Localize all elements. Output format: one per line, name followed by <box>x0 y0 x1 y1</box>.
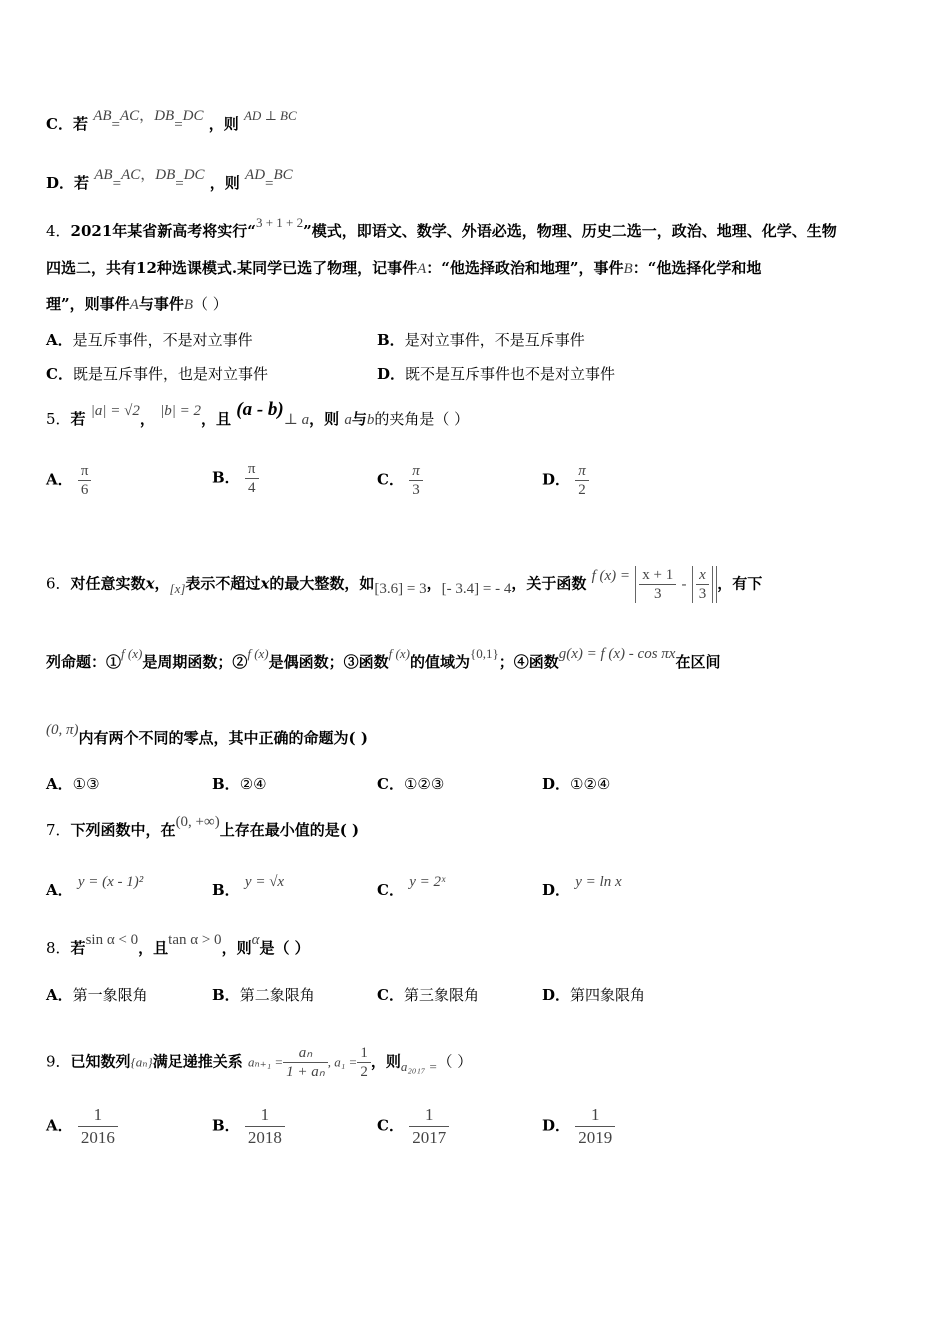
numerator: x + 1 <box>642 567 674 583</box>
text: 与 <box>351 410 367 428</box>
text: 与事件 <box>138 295 184 313</box>
text: 若 <box>70 939 86 957</box>
math: f (x) <box>121 646 143 661</box>
math: AC <box>121 167 141 183</box>
option-label: B． <box>377 331 405 349</box>
text: 理”，则事件 <box>46 295 130 313</box>
math: ， <box>139 108 155 124</box>
q9-stem <box>46 1044 472 1081</box>
math: [3.6] = 3 <box>374 580 427 597</box>
question-number: 8． <box>46 939 71 957</box>
math: - <box>681 576 687 593</box>
q5-option-d <box>542 462 589 499</box>
option-text: 第二象限角 <box>239 986 315 1004</box>
math: 3 + 1 + 2 <box>255 215 304 230</box>
numerator: 1 <box>93 1105 103 1124</box>
fraction <box>357 1044 371 1081</box>
q6-stem-line1 <box>46 566 762 603</box>
q5-option-b <box>212 460 259 497</box>
math: DC <box>183 167 205 183</box>
text: 内有两个不同的零点，其中正确的命题为( ) <box>78 729 368 747</box>
option-label: C． <box>46 365 73 383</box>
q9-option-c <box>377 1104 449 1149</box>
q6-option-d <box>542 774 610 794</box>
fraction <box>78 462 92 499</box>
q8-option-b <box>212 985 315 1005</box>
text: （ ） <box>437 1052 473 1071</box>
text: ， <box>139 410 155 428</box>
option-label: D． <box>542 1116 571 1135</box>
q6-stem-line3 <box>46 722 368 749</box>
option-text: ①②③ <box>403 775 445 793</box>
option-label: A． <box>46 331 73 349</box>
denominator: 3 <box>409 480 423 499</box>
option-text: ①③ <box>72 775 100 793</box>
q7-option-c <box>377 874 446 901</box>
text: ，则 <box>209 174 240 192</box>
option-label: C． <box>377 986 404 1004</box>
math: |a| = √2 <box>90 403 140 419</box>
q7-option-a <box>46 874 144 901</box>
math: A <box>129 297 139 313</box>
numerator: x <box>699 567 706 583</box>
math: = <box>265 176 274 192</box>
text: 列命题：① <box>46 653 122 671</box>
q6-option-b <box>212 774 267 794</box>
math: y = ln x <box>575 874 622 890</box>
q6-stem-line2 <box>46 646 721 673</box>
math: aₙ₊₁ = <box>247 1054 284 1070</box>
option-label: C． <box>46 115 73 133</box>
option-text: 既不是互斥事件也不是对立事件 <box>405 365 616 383</box>
question-number: 6． <box>46 574 71 593</box>
text: 表示不超过 <box>185 574 261 593</box>
denominator: 3 <box>639 584 676 603</box>
denominator: 4 <box>245 478 259 497</box>
question-number: 4． <box>46 222 71 240</box>
text: 若 <box>72 115 88 133</box>
option-label: A． <box>46 986 73 1004</box>
numerator: aₙ <box>298 1045 313 1061</box>
text: ；④函数 <box>498 653 559 671</box>
option-label: D． <box>542 775 571 793</box>
q5-stem <box>46 399 470 430</box>
math: {0,1} <box>469 646 499 661</box>
text: 的最大整数，如 <box>269 574 375 593</box>
math: a₂₀₁₇ = <box>400 1058 438 1074</box>
text: ，则 <box>370 1052 401 1071</box>
text: ，且 <box>201 410 232 428</box>
q6-option-c <box>377 774 444 794</box>
option-label: C． <box>377 881 404 899</box>
math: AC <box>120 108 140 124</box>
option-label: B． <box>212 1116 240 1135</box>
math: g(x) = f (x) - cos πx <box>558 646 676 662</box>
denominator: 1 + aₙ <box>283 1062 328 1081</box>
fraction <box>409 1104 449 1149</box>
text: 满足递推关系 <box>152 1052 243 1071</box>
math: ， <box>140 167 156 183</box>
fraction <box>283 1044 328 1081</box>
q6-option-a <box>46 774 100 794</box>
text: ，且 <box>138 939 169 957</box>
option-label: C． <box>377 470 404 489</box>
denominator: 2017 <box>409 1126 449 1149</box>
math: sin α < 0 <box>85 932 139 948</box>
math: x <box>145 574 155 593</box>
denominator: 6 <box>78 480 92 499</box>
option-label: B． <box>212 468 240 487</box>
option-text: 既是互斥事件，也是对立事件 <box>72 365 268 383</box>
fraction <box>245 460 259 497</box>
denominator: 2016 <box>78 1126 118 1149</box>
text: （ ） <box>193 295 228 313</box>
fraction <box>78 1104 118 1149</box>
text: ”模式，即语文、数学、外语必选，物理、历史二选一，政治、地理、化学、生物 <box>303 222 837 240</box>
text: 是周期函数；② <box>142 653 248 671</box>
option-label: C． <box>377 775 404 793</box>
option-label: D． <box>377 365 406 383</box>
math: AD <box>245 167 266 183</box>
option-text: 是互斥事件，不是对立事件 <box>72 331 253 349</box>
numerator: 1 <box>424 1105 434 1124</box>
math: DB <box>155 167 176 183</box>
math: tan α > 0 <box>168 932 222 948</box>
text: 在区间 <box>675 653 721 671</box>
question-number: 7． <box>46 821 71 839</box>
math: a <box>344 412 352 428</box>
numerator: π <box>578 463 586 479</box>
option-label: B． <box>212 986 240 1004</box>
math: = <box>112 176 122 192</box>
q4-option-d <box>377 364 615 384</box>
text: 已知数列 <box>70 1052 131 1071</box>
denominator: 2 <box>357 1062 371 1081</box>
math: [- 3.4] = - 4 <box>441 580 512 597</box>
option-label: A． <box>46 881 73 899</box>
text: ，则 <box>309 410 340 428</box>
text: ，则 <box>208 115 239 133</box>
math: y = (x - 1)² <box>77 874 144 890</box>
option-label: D． <box>46 174 75 192</box>
math: (a - b) <box>236 399 284 420</box>
q5-option-c <box>377 462 423 499</box>
q7-option-b <box>212 874 285 901</box>
numerator: π <box>412 463 420 479</box>
text: 若 <box>74 174 90 192</box>
math: |b| = 2 <box>160 403 202 419</box>
text: ：“他选择化学和地 <box>632 259 762 277</box>
option-label: B． <box>212 881 240 899</box>
text: ：“他选择政治和地理”，事件 <box>426 259 624 277</box>
text: 的夹角是（ ） <box>374 410 470 428</box>
question-number: 5． <box>46 410 71 428</box>
math: [x] <box>169 580 186 596</box>
math: b <box>366 412 375 428</box>
fraction <box>245 1104 285 1149</box>
denominator: 2 <box>575 480 589 499</box>
q8-stem <box>46 932 310 959</box>
math: BC <box>273 167 293 183</box>
q9-option-d <box>542 1104 615 1149</box>
text: 2021年某省新高考将实行“ <box>70 222 256 240</box>
math: (0, π) <box>46 722 79 738</box>
fraction <box>575 1104 615 1149</box>
text: ， <box>426 574 442 593</box>
text: 对任意实数 <box>70 574 146 593</box>
text: 是偶函数；③函数 <box>268 653 389 671</box>
option-text: 第三象限角 <box>403 986 479 1004</box>
math: y = √x <box>244 874 285 890</box>
math: AD ⊥ BC <box>243 108 297 123</box>
math: = <box>175 176 184 192</box>
math: ⊥ a <box>283 412 310 428</box>
denominator: 2018 <box>245 1126 285 1149</box>
q7-stem <box>46 814 360 841</box>
question-number: 9． <box>46 1052 71 1071</box>
numerator: 1 <box>591 1105 600 1124</box>
fraction <box>409 462 423 499</box>
option-text: ①②④ <box>570 775 611 793</box>
option-label: C． <box>377 1116 404 1135</box>
q8-option-d <box>542 985 645 1005</box>
math: f (x) <box>247 646 269 661</box>
numerator: π <box>80 463 89 479</box>
text: 下列函数中，在 <box>70 821 176 839</box>
numerator: 1 <box>260 1105 270 1124</box>
text: 的值域为 <box>409 653 470 671</box>
fraction <box>639 566 676 603</box>
math: AB <box>93 108 112 124</box>
option-label: A． <box>46 1116 73 1135</box>
math: α <box>251 932 260 948</box>
math: f (x) <box>388 646 410 661</box>
math: B <box>623 261 633 277</box>
math: f (x) = <box>591 567 631 584</box>
q4-stem-line2 <box>46 258 761 279</box>
math: , a₁ = <box>327 1054 358 1070</box>
text: 四选二，共有12种选课模式.某同学已选了物理，记事件 <box>46 259 418 277</box>
denominator: 2019 <box>575 1126 615 1149</box>
q9-option-a <box>46 1104 118 1149</box>
math: y = 2ˣ <box>409 874 446 890</box>
floor-bracket <box>635 566 717 603</box>
option-text: ②④ <box>239 775 267 793</box>
math: DB <box>154 108 175 124</box>
fraction <box>575 462 589 499</box>
math: = <box>174 117 183 133</box>
q4-stem-line3 <box>46 294 228 315</box>
q4-stem-line1 <box>46 215 837 242</box>
option-text: 第一象限角 <box>72 986 148 1004</box>
option-label: D． <box>542 881 571 899</box>
text: ， <box>154 574 170 593</box>
math: (0, +∞) <box>175 814 220 830</box>
math: B <box>183 297 193 313</box>
q3-option-c <box>46 108 297 135</box>
text: 若 <box>70 410 86 428</box>
numerator: 1 <box>360 1045 368 1061</box>
option-label: D． <box>542 470 571 489</box>
option-label: B． <box>212 775 240 793</box>
option-label: A． <box>46 470 73 489</box>
q4-option-b <box>377 330 585 350</box>
floor-bracket <box>692 566 714 603</box>
q8-option-c <box>377 985 479 1005</box>
text: ，有下 <box>717 574 763 593</box>
math: AB <box>94 167 113 183</box>
text: ，关于函数 <box>511 574 587 593</box>
math: = <box>111 117 120 133</box>
math: x <box>260 574 270 593</box>
math: DC <box>182 108 204 124</box>
q3-option-d <box>46 167 293 194</box>
text: 是（ ） <box>259 939 310 957</box>
option-text: 第四象限角 <box>570 986 646 1004</box>
option-label: A． <box>46 775 73 793</box>
fraction <box>696 566 710 603</box>
denominator: 3 <box>696 584 710 603</box>
option-text: 是对立事件，不是互斥事件 <box>404 331 585 349</box>
q5-option-a <box>46 462 91 499</box>
math: {aₙ} <box>130 1054 153 1070</box>
q8-option-a <box>46 985 148 1005</box>
q4-option-c <box>46 364 268 384</box>
q4-option-a <box>46 330 253 350</box>
q9-option-b <box>212 1104 285 1149</box>
numerator: π <box>247 461 256 477</box>
q7-option-d <box>542 874 622 901</box>
text: ，则 <box>221 939 252 957</box>
option-label: D． <box>542 986 571 1004</box>
math: A <box>417 261 427 277</box>
text: 上存在最小值的是( ) <box>219 821 360 839</box>
